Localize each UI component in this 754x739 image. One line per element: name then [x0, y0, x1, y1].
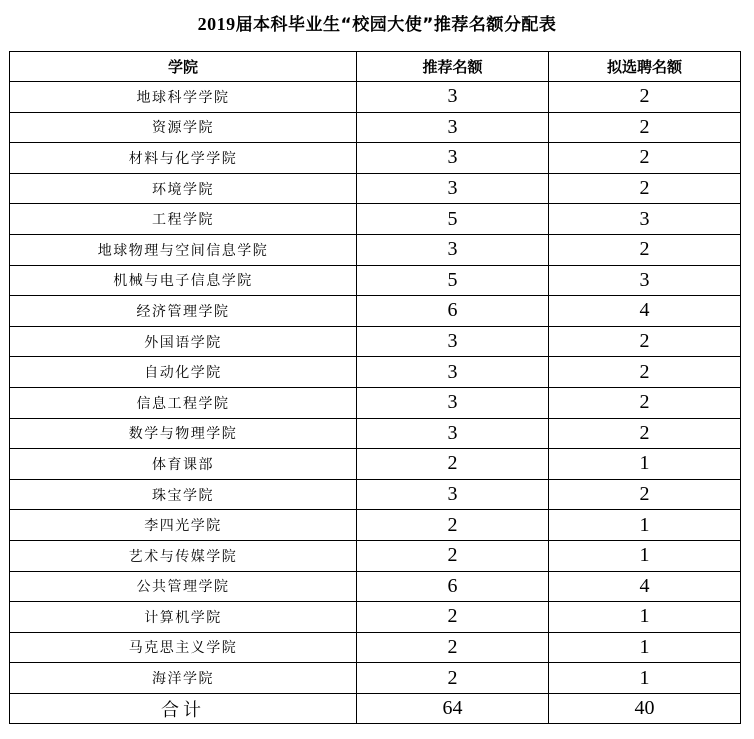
table-row	[10, 602, 741, 633]
header-college: 学院	[10, 52, 357, 82]
college-cell: 马克思主义学院	[10, 632, 357, 663]
recommended-cell: 2	[357, 632, 549, 663]
table-row	[10, 418, 741, 449]
planned-cell: 2	[549, 112, 741, 143]
recommended-cell: 2	[357, 449, 549, 480]
table-row	[10, 173, 741, 204]
planned-cell: 2	[549, 234, 741, 265]
planned-cell: 3	[549, 265, 741, 296]
college-cell: 珠宝学院	[10, 479, 357, 510]
recommended-cell: 3	[357, 143, 549, 174]
college-cell: 自动化学院	[10, 357, 357, 388]
planned-cell: 1	[549, 632, 741, 663]
college-cell: 外国语学院	[10, 326, 357, 357]
recommended-cell: 5	[357, 204, 549, 235]
planned-cell: 4	[549, 296, 741, 327]
planned-cell: 2	[549, 82, 741, 113]
table-row	[10, 571, 741, 602]
planned-cell: 3	[549, 204, 741, 235]
planned-cell: 2	[549, 418, 741, 449]
total-label: 合计	[10, 693, 357, 724]
recommended-cell: 3	[357, 112, 549, 143]
recommended-cell: 2	[357, 663, 549, 694]
planned-cell: 2	[549, 173, 741, 204]
recommended-cell: 3	[357, 479, 549, 510]
table-row	[10, 204, 741, 235]
table-row	[10, 143, 741, 174]
planned-cell: 1	[549, 602, 741, 633]
college-cell: 公共管理学院	[10, 571, 357, 602]
title-year: 2019	[197, 14, 236, 34]
college-cell: 海洋学院	[10, 663, 357, 694]
table-row	[10, 357, 741, 388]
total-row	[10, 693, 741, 724]
recommended-cell: 2	[357, 602, 549, 633]
college-cell: 计算机学院	[10, 602, 357, 633]
table-row	[10, 82, 741, 113]
table-row	[10, 479, 741, 510]
recommended-cell: 3	[357, 326, 549, 357]
planned-cell: 2	[549, 326, 741, 357]
planned-cell: 4	[549, 571, 741, 602]
college-cell: 地球物理与空间信息学院	[10, 234, 357, 265]
college-cell: 资源学院	[10, 112, 357, 143]
planned-cell: 1	[549, 663, 741, 694]
planned-cell: 1	[549, 510, 741, 541]
planned-cell: 2	[549, 143, 741, 174]
table-row	[10, 326, 741, 357]
table-row	[10, 663, 741, 694]
recommended-cell: 6	[357, 571, 549, 602]
college-cell: 地球科学学院	[10, 82, 357, 113]
college-cell: 机械与电子信息学院	[10, 265, 357, 296]
total-recommended: 64	[357, 693, 549, 724]
recommended-cell: 3	[357, 357, 549, 388]
recommended-cell: 3	[357, 387, 549, 418]
recommended-cell: 3	[357, 82, 549, 113]
table-row	[10, 510, 741, 541]
college-cell: 信息工程学院	[10, 387, 357, 418]
college-cell: 体育课部	[10, 449, 357, 480]
college-cell: 数学与物理学院	[10, 418, 357, 449]
table-row	[10, 234, 741, 265]
total-planned: 40	[549, 693, 741, 724]
college-cell: 环境学院	[10, 173, 357, 204]
document-title	[0, 8, 754, 41]
college-cell: 材料与化学学院	[10, 143, 357, 174]
planned-cell: 1	[549, 449, 741, 480]
table-row	[10, 632, 741, 663]
college-cell: 艺术与传媒学院	[10, 540, 357, 571]
planned-cell: 2	[549, 357, 741, 388]
header-planned: 拟选聘名额	[549, 52, 741, 82]
recommended-cell: 3	[357, 234, 549, 265]
recommended-cell: 2	[357, 510, 549, 541]
title-text: 届本科毕业生“校园大使”推荐名额分配表	[235, 15, 557, 35]
recommended-cell: 6	[357, 296, 549, 327]
planned-cell: 1	[549, 540, 741, 571]
header-recommended: 推荐名额	[357, 52, 549, 82]
recommended-cell: 3	[357, 173, 549, 204]
recommended-cell: 2	[357, 540, 549, 571]
table-row	[10, 296, 741, 327]
recommended-cell: 3	[357, 418, 549, 449]
table-body	[10, 82, 741, 724]
college-cell: 李四光学院	[10, 510, 357, 541]
recommended-cell: 5	[357, 265, 549, 296]
table-row	[10, 387, 741, 418]
table-header-row	[10, 52, 741, 82]
quota-table	[9, 51, 741, 724]
planned-cell: 2	[549, 387, 741, 418]
table-row	[10, 112, 741, 143]
college-cell: 经济管理学院	[10, 296, 357, 327]
college-cell: 工程学院	[10, 204, 357, 235]
table-row	[10, 449, 741, 480]
planned-cell: 2	[549, 479, 741, 510]
table-row	[10, 540, 741, 571]
table-row	[10, 265, 741, 296]
